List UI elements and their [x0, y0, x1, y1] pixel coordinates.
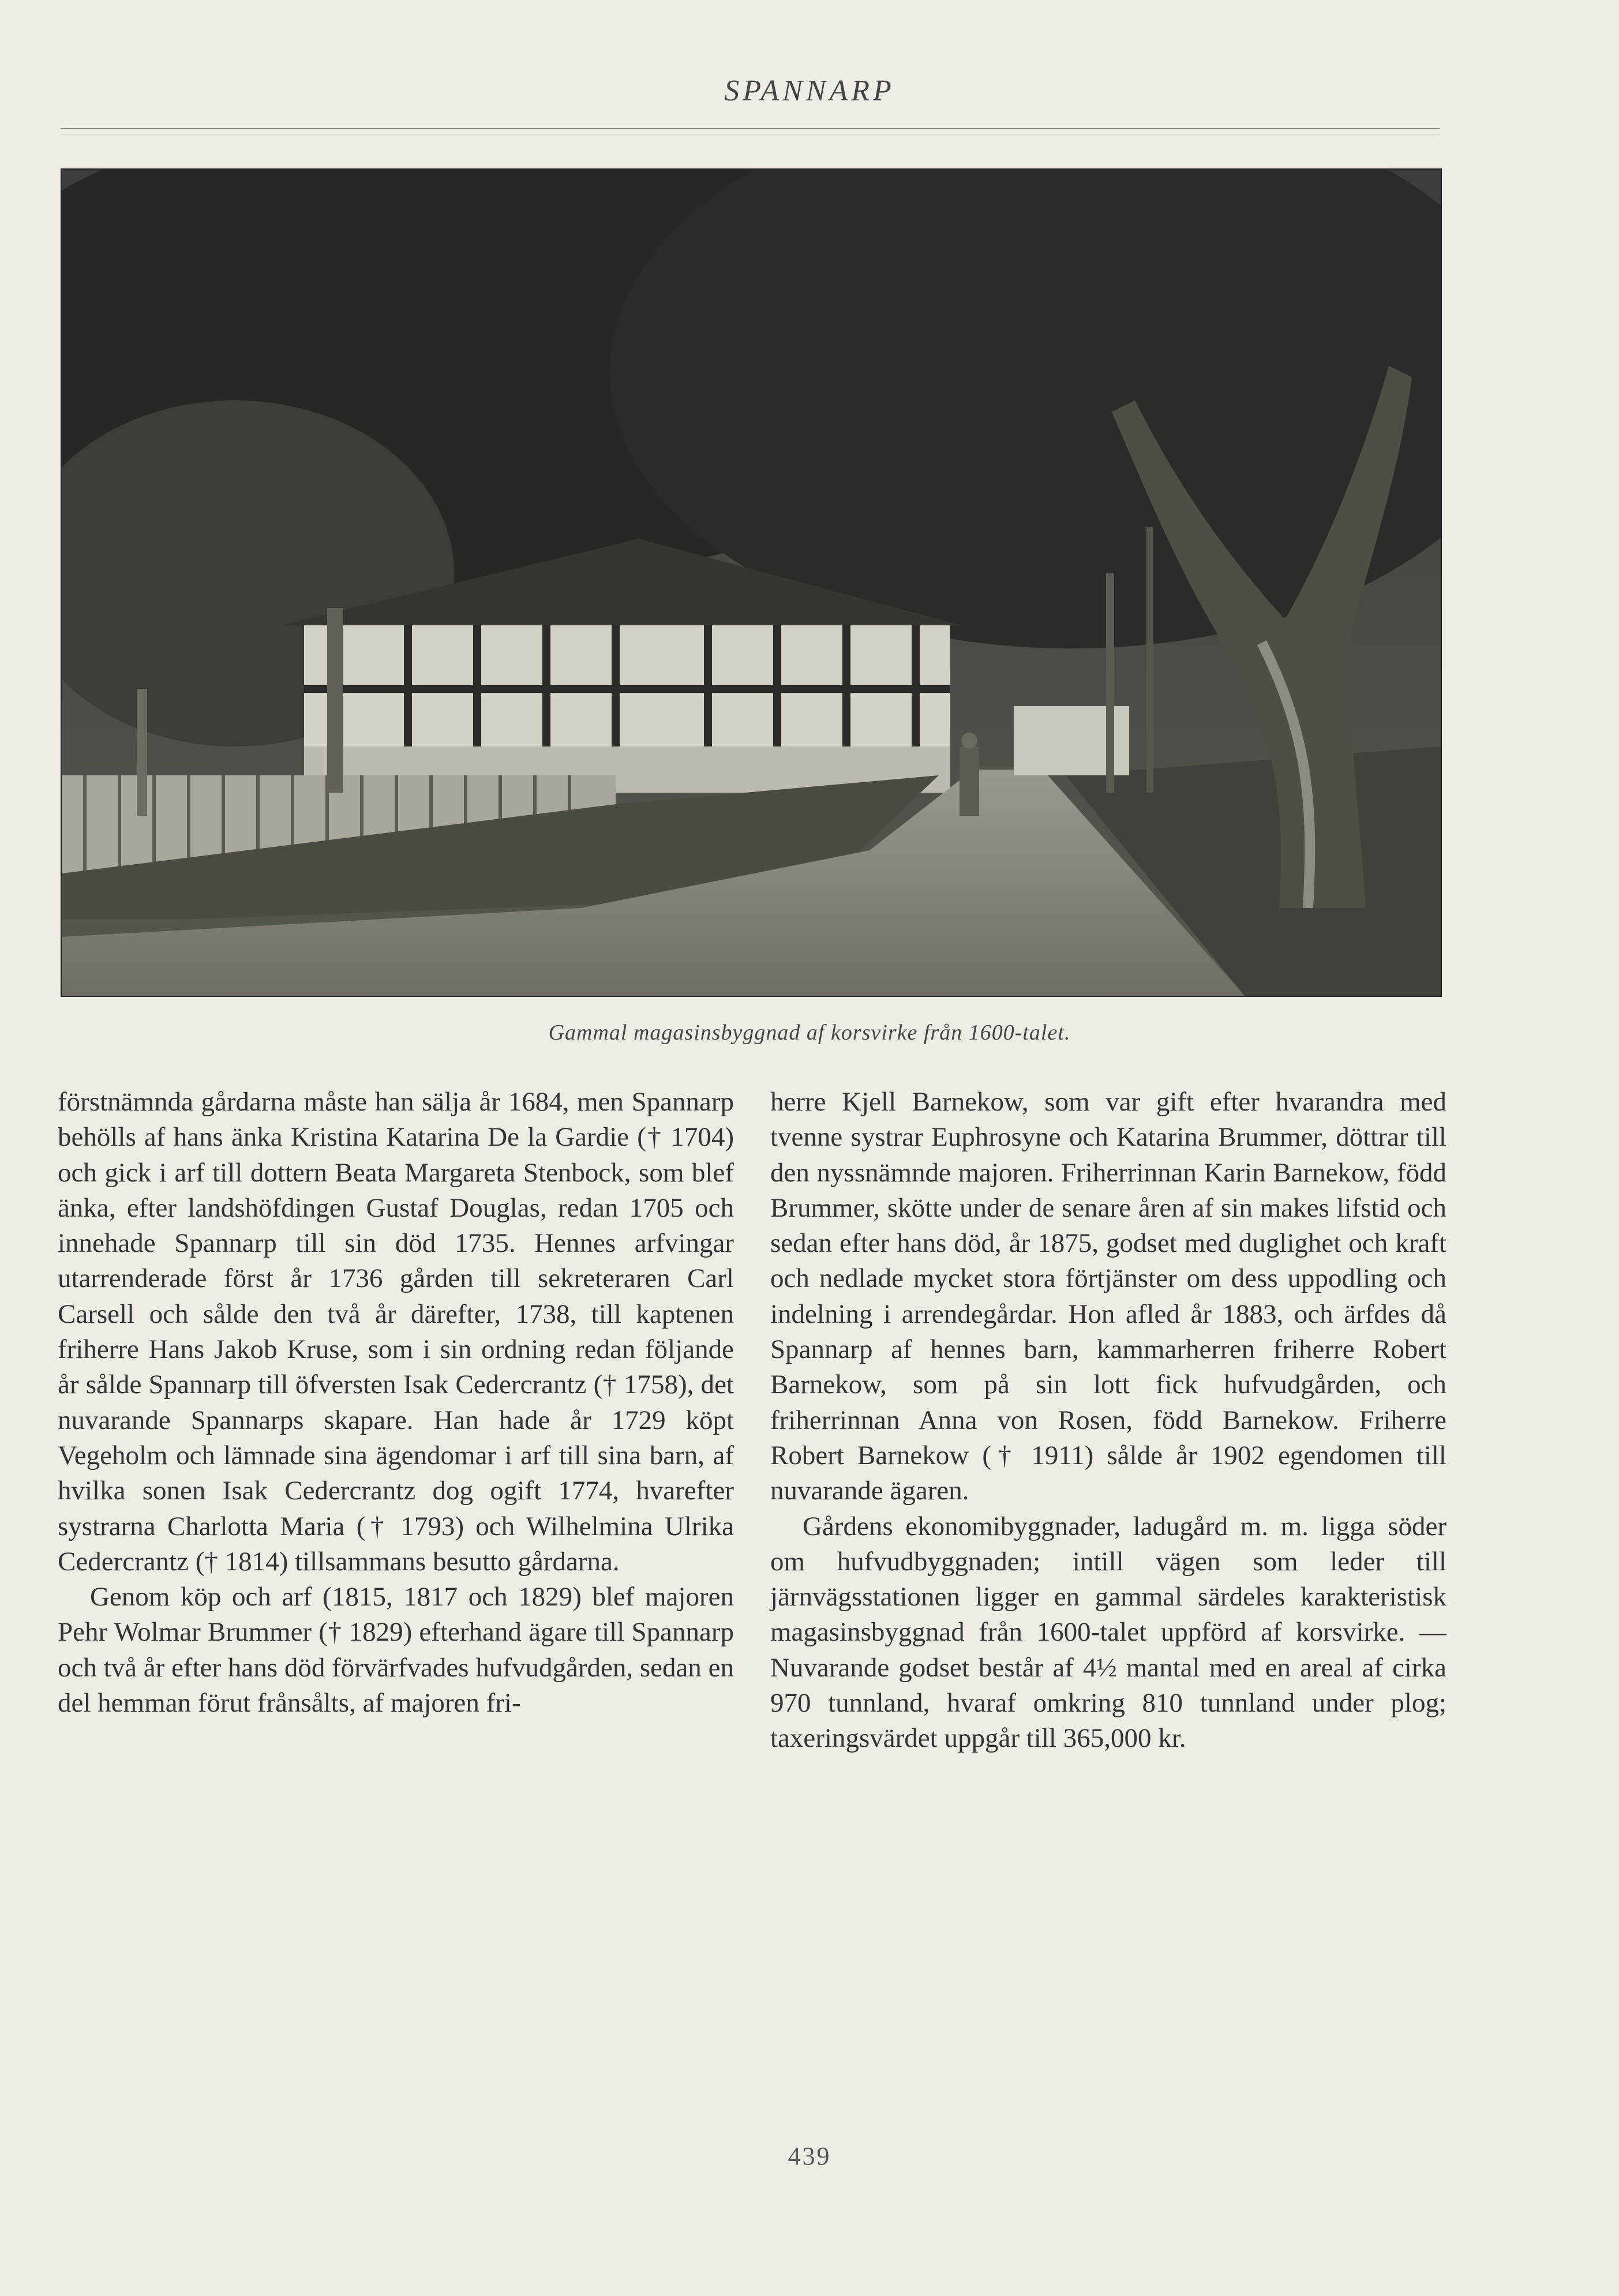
photograph [61, 168, 1442, 997]
header-rule [61, 128, 1440, 129]
photograph-icon [62, 170, 1441, 996]
paragraph: Genom köp och arf (1815, 1817 och 1829) blef majoren Pehr Wolmar Brummer († 1829) efterhand ägare till Spannarp och två år efter hans död förvärfvades hufvudgården, sedan en del hemman förut frånsålts, af majoren fri- [58, 1582, 734, 1719]
paragraph: Gårdens ekonomibyggnader, ladugård m. m. ligga söder om hufvudbyggnaden; intill vägen som leder till järnvägsstationen ligger en gammal särdeles karakteristisk magasinsbyggnad från 1600-talet uppförd af korsvirke. — Nuvarande godset består af 4½ mantal med en areal af cirka 970 tunnland, hvaraf omkring 810 tunnland under plog; taxeringsvärdet uppgår till 365,000 kr. [770, 1511, 1446, 1754]
paragraph: herre Kjell Barnekow, som var gift efter hvarandra med tvenne systrar Euphrosyne och Katarina Brummer, döttrar till den nyssnämnde majoren. Friherrinnan Karin Barnekow, född Brummer, skötte under de senare åren af sin makes lifstid och sedan efter hans död, år 1875, godset med duglighet och kraft och nedlade mycket stora förtjänster om dess uppodling och indelning i arrendegårdar. Hon afled år 1883, och ärfdes då Spannarp af hennes barn, kammarherren friherre Robert Barnekow, som på sin lott fick hufvudgården, och friherrinnan Anna von Rosen, född Barnekow. Friherre Robert Barnekow († 1911) sålde år 1902 egendomen till nuvarande ägaren. [770, 1087, 1446, 1506]
text-column-right [770, 1085, 1446, 1757]
running-head: SPANNARP [724, 74, 895, 107]
text-column-left [58, 1085, 734, 1721]
figure-caption: Gammal magasinsbyggnad af korsvirke från 1600-talet. [548, 1021, 1071, 1045]
paragraph: förstnämnda gårdarna måste han sälja år 1684, men Spannarp behölls af hans änka Kristina Katarina De la Gardie († 1704) och gick i arf till dottern Beata Margareta Stenbock, som blef änka, efter landshöfdingen Gustaf Douglas, redan 1705 och innehade Spannarp till sin död 1735. Hennes arfvingar utarrenderade först år 1736 gården till sekreteraren Carl Carsell och sålde den två år därefter, 1738, till kaptenen friherre Hans Jakob Kruse, som i sin ordning redan följande år sålde Spannarp till öfversten Isak Cedercrantz († 1758), det nuvarande Spannarps skapare. Han hade år 1729 köpt Vegeholm och lämnade sina ägendomar i arf till sina barn, af hvilka sonen Isak Cedercrantz dog ogift 1774, hvarefter systrarna Charlotta Maria († 1793) och Wilhelmina Ulrika Cedercrantz († 1814) tillsammans besutto gårdarna. [58, 1087, 734, 1577]
page-number: 439 [788, 2142, 831, 2170]
